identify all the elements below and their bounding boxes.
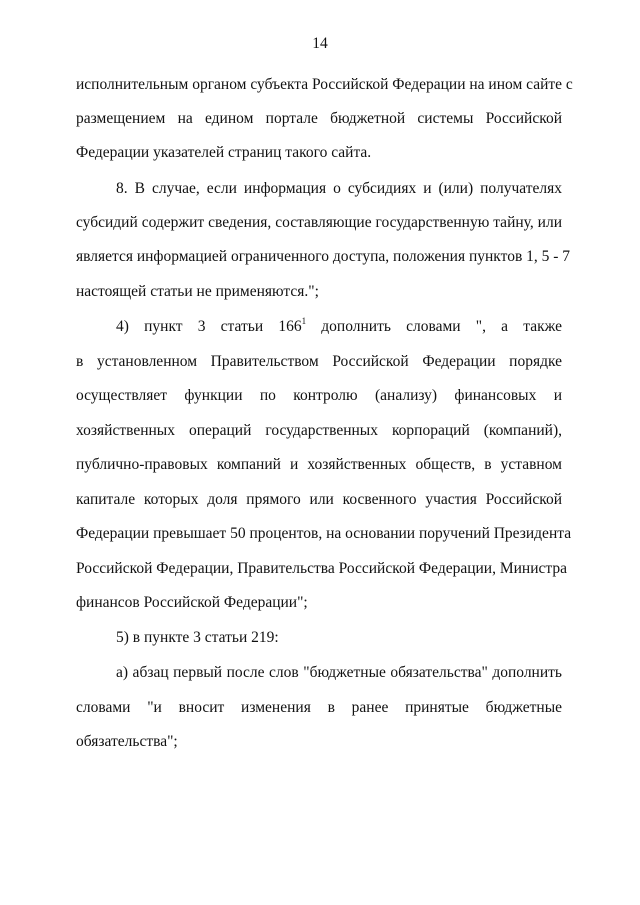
paragraph-line: публично-правовых компаний и хозяйственных обществ, в уставном — [76, 456, 562, 473]
paragraph-line — [116, 317, 562, 337]
paragraph-line: 8. В случае, если информация о субсидиях и (или) получателях — [116, 180, 562, 197]
page-number: 14 — [312, 35, 328, 52]
paragraph-line: капитале которых доля прямого или косвенного участия Российской — [76, 491, 562, 508]
line-text-after-superscript: дополнить словами ", а также — [306, 318, 563, 335]
superscript-article-number: 1 — [301, 316, 307, 326]
paragraph-line: в установленном Правительством Российской Федерации порядке — [76, 353, 562, 370]
paragraph-line: финансов Российской Федерации"; — [76, 594, 308, 611]
paragraph-line: осуществляет функции по контролю (анализу) финансовых и — [76, 387, 562, 404]
paragraph-line: обязательства"; — [76, 733, 178, 750]
paragraph-line: является информацией ограниченного доступа, положения пунктов 1, 5 - 7 — [76, 248, 571, 265]
paragraph-line: а) абзац первый после слов "бюджетные обязательства" дополнить — [116, 664, 562, 681]
paragraph-line: субсидий содержит сведения, составляющие государственную тайну, или — [76, 214, 562, 231]
paragraph-line: 5) в пункте 3 статьи 219: — [116, 629, 279, 646]
paragraph-line: Федерации превышает 50 процентов, на основании поручений Президента — [76, 525, 572, 542]
paragraph-line: Российской Федерации, Правительства Российской Федерации, Министра — [76, 560, 567, 577]
paragraph-line: размещением на едином портале бюджетной системы Российской — [76, 110, 562, 127]
paragraph-line: настоящей статьи не применяются."; — [76, 283, 319, 300]
line-text-before-superscript: 4) пункт 3 статьи 166 — [116, 318, 302, 335]
paragraph-line: Федерации указателей страниц такого сайта. — [76, 144, 372, 161]
paragraph-line: хозяйственных операций государственных корпораций (компаний), — [76, 422, 562, 439]
paragraph-line: словами "и вносит изменения в ранее принятые бюджетные — [76, 699, 562, 716]
paragraph-line: исполнительным органом субъекта Российской Федерации на ином сайте с — [76, 76, 573, 93]
